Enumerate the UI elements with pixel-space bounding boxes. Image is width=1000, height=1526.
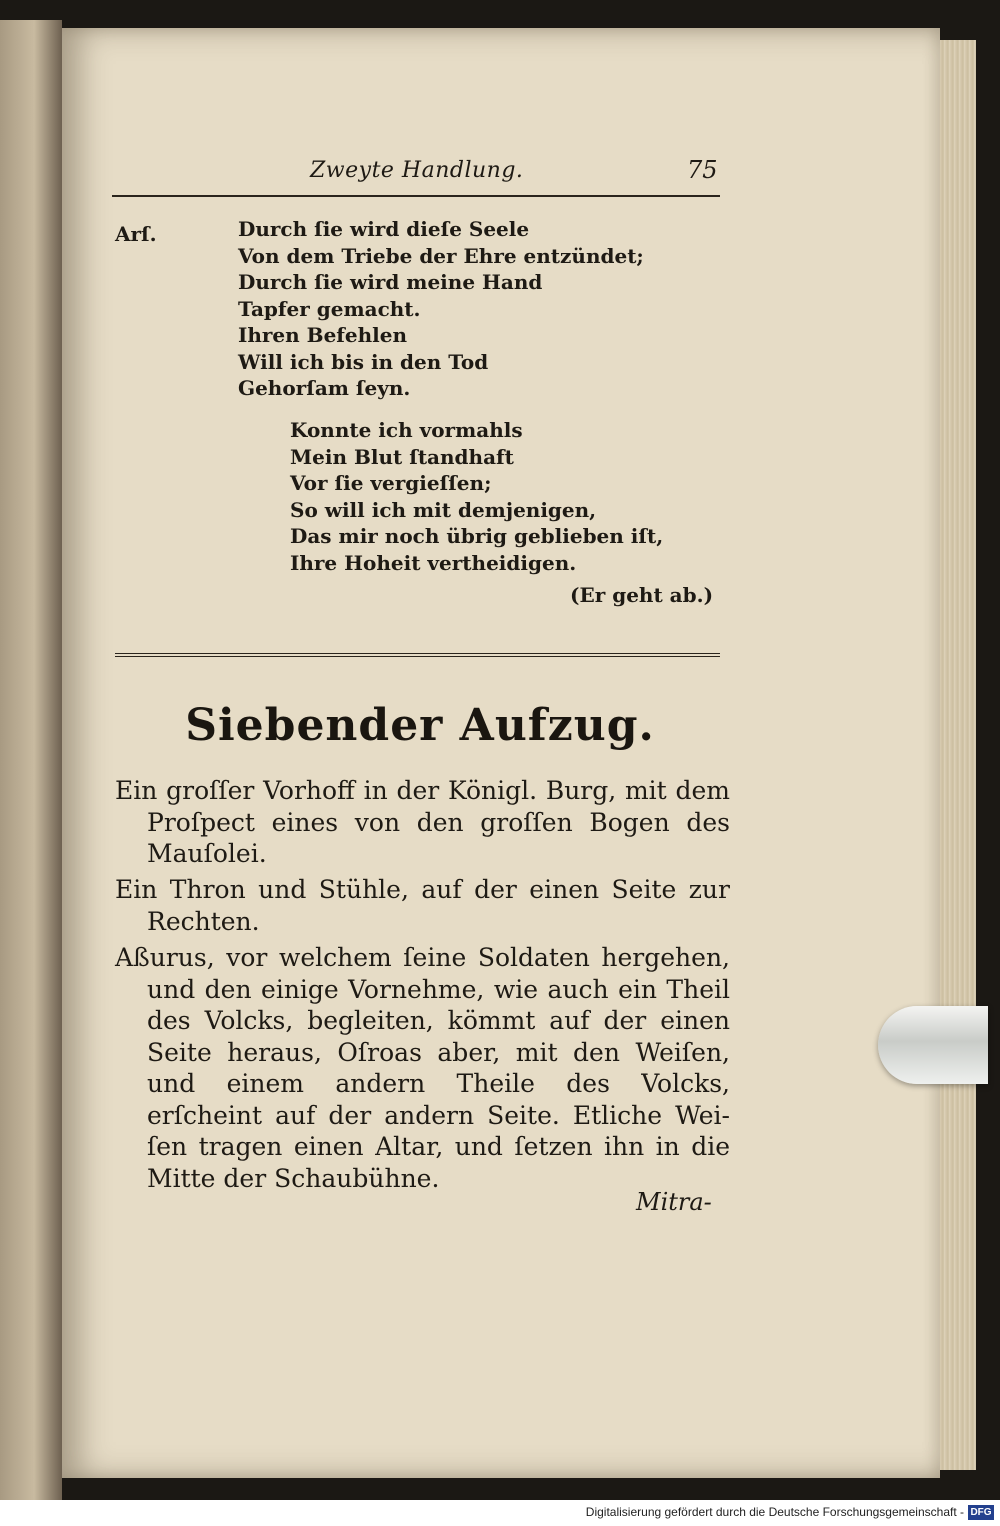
stage-description-3 bbox=[115, 942, 730, 1194]
running-title: Zweyte Handlung. bbox=[310, 158, 524, 183]
running-head bbox=[62, 152, 940, 192]
verse-line: So will ich mit demjenigen, bbox=[290, 497, 597, 522]
speaker-label: Arſ. bbox=[115, 222, 157, 246]
verse-line: Vor ſie vergieſſen; bbox=[290, 471, 492, 495]
page-number: 75 bbox=[687, 156, 718, 184]
verse-line: Ihren Befehlen bbox=[238, 323, 408, 347]
funding-credit: Digitalisierung gefördert durch die Deutsche Forschungsgemeinschaft - bbox=[585, 1505, 964, 1519]
stage-direction-exit: (Er geht ab.) bbox=[570, 583, 714, 607]
verse-line: Tapfer gemacht. bbox=[238, 296, 421, 321]
digitization-footer bbox=[0, 1500, 1000, 1526]
stage-description-1 bbox=[115, 775, 730, 870]
paragraph-text: Ein groſſer Vorhoff in der Königl. Burg, mit dem Proſpect eines von den groſſen Bogen des Mauſolei. bbox=[115, 776, 730, 868]
verse-line: Von dem Triebe der Ehre entzündet; bbox=[238, 243, 644, 268]
verse-line: Mein Blut ſtandhaft bbox=[290, 444, 514, 469]
verse-stanza-1 bbox=[238, 216, 644, 402]
dfg-logo: DFG bbox=[968, 1505, 994, 1520]
verse-line: Ihre Hoheit vertheidigen. bbox=[290, 550, 577, 575]
scene-title-text: Siebender Aufzug. bbox=[185, 700, 655, 751]
page-fore-edges bbox=[940, 40, 976, 1470]
paragraph-text: Ein Thron und Stühle, auf der einen Seite zur Rechten. bbox=[115, 875, 730, 936]
catchword: Mitra- bbox=[636, 1188, 712, 1216]
section-divider bbox=[115, 653, 720, 657]
verse-line: Durch ſie wird dieſe Seele bbox=[238, 217, 530, 241]
verse-line: Will ich bis in den Tod bbox=[238, 349, 489, 374]
previous-page-edge bbox=[0, 20, 62, 1500]
verse-line: Konnte ich vormahls bbox=[290, 418, 523, 442]
paragraph-text: Aßurus, vor welchem ſeine Soldaten hergehen, und den einige Vornehme, wie auch ein Theil des Volcks, begleiten, kömmt auf der einen Seite heraus, Oſroas aber, mit den Weiſen, und einem andern Theile des Volcks, erſcheint auf der andern Seite. Etliche Wei-ſen tragen einen Altar, und ſetzen ihn in die Mitte der Schaubühne. bbox=[115, 943, 730, 1193]
header-rule bbox=[112, 195, 720, 197]
verse-line: Gehorſam ſeyn. bbox=[238, 376, 411, 400]
verse-line: Durch ſie wird meine Hand bbox=[238, 270, 543, 294]
verse-stanza-2 bbox=[290, 417, 663, 576]
scene-title bbox=[0, 700, 840, 751]
stage-description-2 bbox=[115, 874, 730, 937]
verse-line: Das mir noch übrig geblieben iſt, bbox=[290, 524, 664, 548]
page-clip bbox=[878, 1006, 988, 1084]
